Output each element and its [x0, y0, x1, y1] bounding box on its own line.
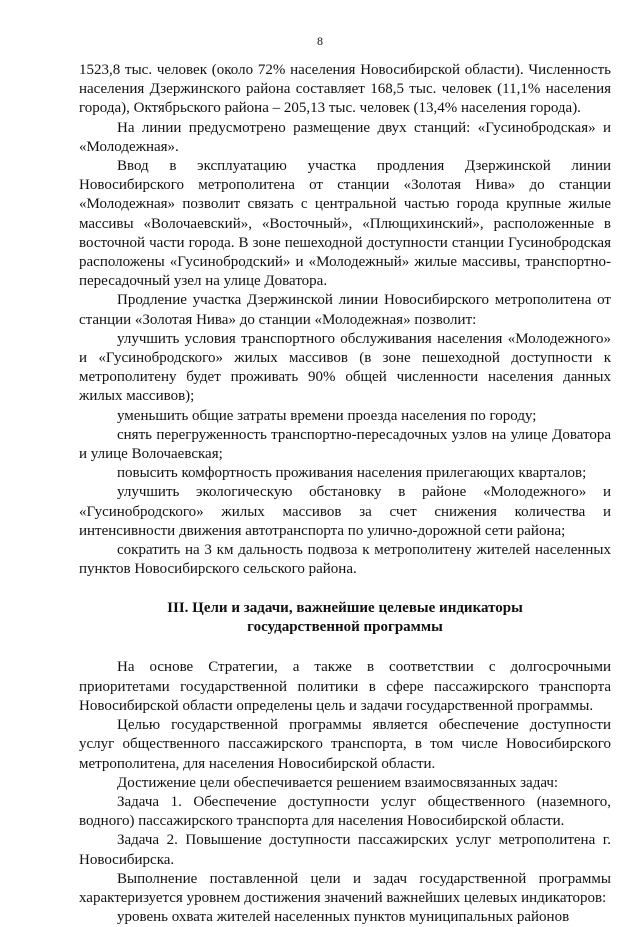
- section-heading-line-2: государственной программы: [247, 619, 443, 636]
- paragraph: Продление участка Дзержинской линии Новосибирского метрополитена от станции «Золотая Нива» до станции «Молодежная» позволит:: [79, 292, 611, 328]
- paragraph: уровень охвата жителей населенных пунктов муниципальных районов: [117, 909, 570, 926]
- paragraph: улучшить экологическую обстановку в районе «Молодежного» и «Гусинобродского» жилых массивов за счет снижения количества и интенсивности движения автотранспорта по улично-дорожной сети района;: [79, 484, 611, 539]
- paragraph: На основе Стратегии, а также в соответствии с долгосрочными приоритетами государственной политики в сфере пассажирского транспорта Новосибирской области определены цель и задачи государственной программы.: [79, 659, 611, 714]
- paragraph: сократить на 3 км дальность подвоза к метрополитену жителей населенных пунктов Новосибирского сельского района.: [79, 542, 611, 578]
- paragraph: Задача 2. Повышение доступности пассажирских услуг метрополитена г. Новосибирска.: [79, 832, 611, 868]
- paragraph: повысить комфортность проживания населения прилегающих кварталов;: [117, 465, 587, 482]
- paragraph: На линии предусмотрено размещение двух станций: «Гусинобродская» и «Молодежная».: [79, 119, 611, 155]
- section-heading: [79, 599, 611, 637]
- document-body: [79, 61, 611, 927]
- paragraph: снять перегруженность транспортно-пересадочных узлов на улице Доватора и улице Волочаевская;: [79, 426, 611, 463]
- paragraph: Выполнение поставленной цели и задач государственной программы характеризуется уровнем достижения значений важнейших целевых индикаторов:: [79, 870, 611, 906]
- page-number: 8: [317, 34, 323, 48]
- paragraphs-after-heading: [79, 658, 611, 927]
- paragraph: Целью государственной программы является обеспечение доступности услуг общественного пассажирского транспорта, в том числе Новосибирского метрополитена, для населения Новосибирской области.: [79, 717, 611, 772]
- paragraphs-before-heading: [79, 61, 611, 579]
- section-heading-line-1: III. Цели и задачи, важнейшие целевые индикаторы: [167, 600, 523, 617]
- paragraph: Достижение цели обеспечивается решением взаимосвязанных задач:: [117, 774, 559, 791]
- paragraph: улучшить условия транспортного обслуживания населения «Молодежного» и «Гусинобродского» жилых массивов (в зоне пешеходной доступности к метрополитену будет проживать 90% общей численности населения данных жилых массивов);: [79, 330, 611, 405]
- paragraph: 1523,8 тыс. человек (около 72% населения Новосибирской области). Численность населения Дзержинского района составляет 168,5 тыс. человек (11,1% населения города), Октябрьского района – 205,13 тыс. человек (13,4% населения города).: [79, 62, 611, 117]
- paragraph: Ввод в эксплуатацию участка продления Дзержинской линии Новосибирского метрополитена от станции «Золотая Нива» до станции «Молодежная» позволит связать с центральной частью города крупные жилые массивы «Волочаевский», «Восточный», «Плющихинский», расположенные в восточной части города. В зоне пешеходной доступности станции Гусинобродская расположены «Гусинобродский» и «Молодежный» жилые массивы, транспортно-пересадочный узел на улице Доватора.: [79, 158, 611, 290]
- paragraph: Задача 1. Обеспечение доступности услуг общественного (наземного, водного) пассажирского транспорта для населения Новосибирской области.: [79, 793, 611, 830]
- paragraph: уменьшить общие затраты времени проезда населения по городу;: [117, 407, 537, 424]
